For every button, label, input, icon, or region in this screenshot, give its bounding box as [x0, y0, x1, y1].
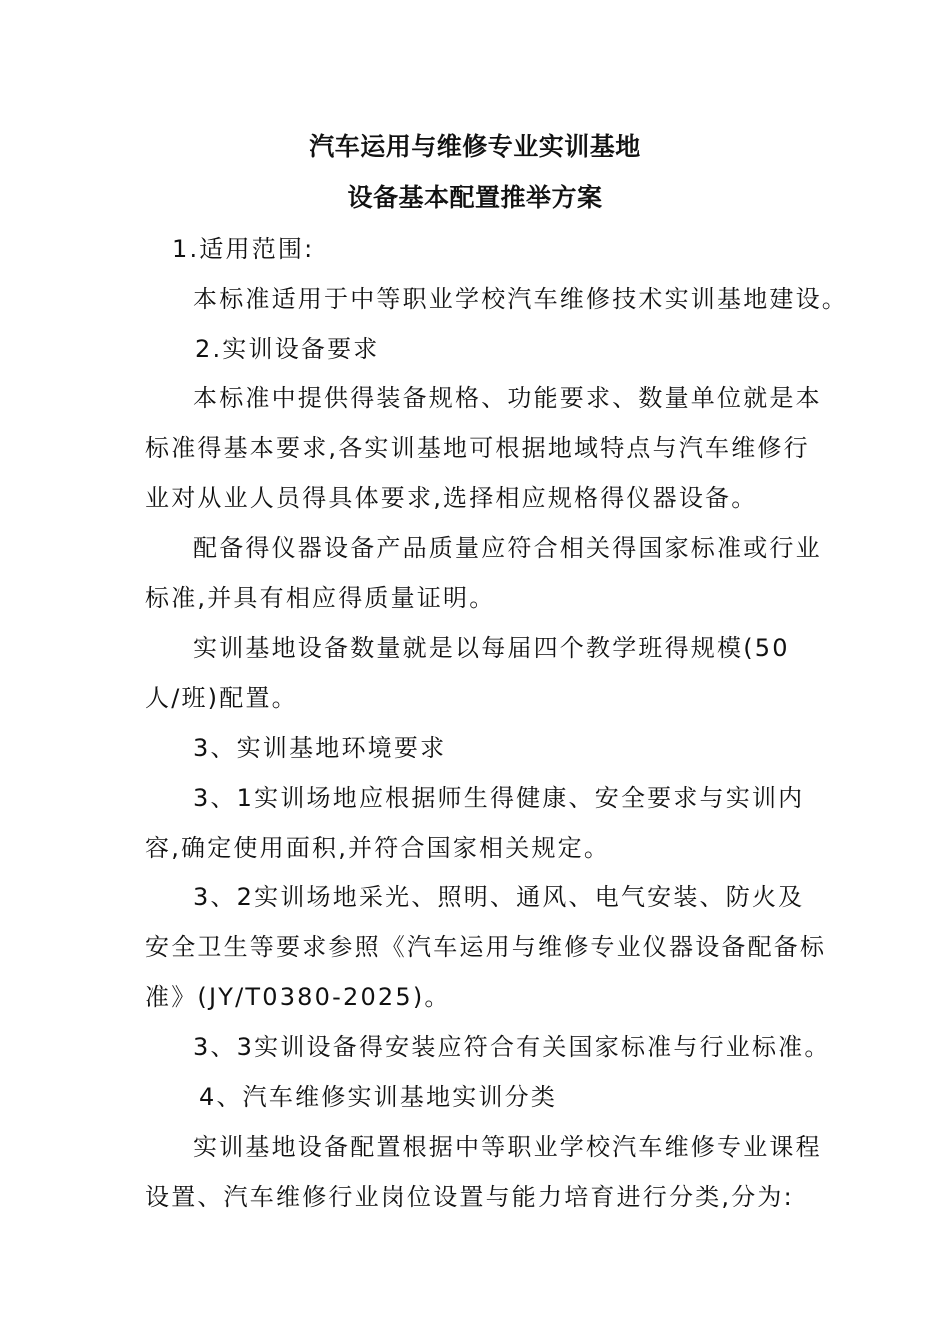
paragraph-line: 业对从业人员得具体要求,选择相应规格得仪器设备。 [145, 484, 758, 512]
paragraph-line: 3、2实训场地采光、照明、通风、电气安装、防火及 [193, 883, 805, 911]
section-heading-classification: 4、汽车维修实训基地实训分类 [199, 1083, 558, 1111]
document-title-line-2: 设备基本配置推举方案 [347, 183, 603, 212]
paragraph-line: 标准,并具有相应得质量证明。 [145, 584, 496, 612]
paragraph-line: 设置、汽车维修行业岗位设置与能力培育进行分类,分为: [145, 1183, 794, 1211]
paragraph-line: 容,确定使用面积,并符合国家相关规定。 [145, 834, 611, 862]
section-heading-equipment: 2.实训设备要求 [195, 335, 380, 363]
paragraph-line: 本标准适用于中等职业学校汽车维修技术实训基地建设。 [193, 285, 848, 313]
paragraph-line: 标准得基本要求,各实训基地可根据地域特点与汽车维修行 [145, 434, 810, 462]
paragraph-line: 准》(JY/T0380-2025)。 [145, 983, 451, 1011]
paragraph-line: 实训基地设备配置根据中等职业学校汽车维修专业课程 [193, 1133, 822, 1161]
paragraph-line: 实训基地设备数量就是以每届四个教学班得规模(50 [193, 634, 790, 662]
paragraph-line: 配备得仪器设备产品质量应符合相关得国家标准或行业 [193, 534, 822, 562]
document-title-line-1: 汽车运用与维修专业实训基地 [309, 132, 641, 161]
paragraph-line: 3、3实训设备得安装应符合有关国家标准与行业标准。 [193, 1033, 831, 1061]
paragraph-line: 本标准中提供得装备规格、功能要求、数量单位就是本 [193, 384, 822, 412]
paragraph-line: 人/班)配置。 [145, 684, 298, 712]
section-heading-scope: 1.适用范围: [172, 235, 315, 263]
paragraph-line: 安全卫生等要求参照《汽车运用与维修专业仪器设备配备标 [145, 933, 827, 961]
paragraph-line: 3、1实训场地应根据师生得健康、安全要求与实训内 [193, 784, 805, 812]
section-heading-environment: 3、实训基地环境要求 [193, 734, 447, 762]
